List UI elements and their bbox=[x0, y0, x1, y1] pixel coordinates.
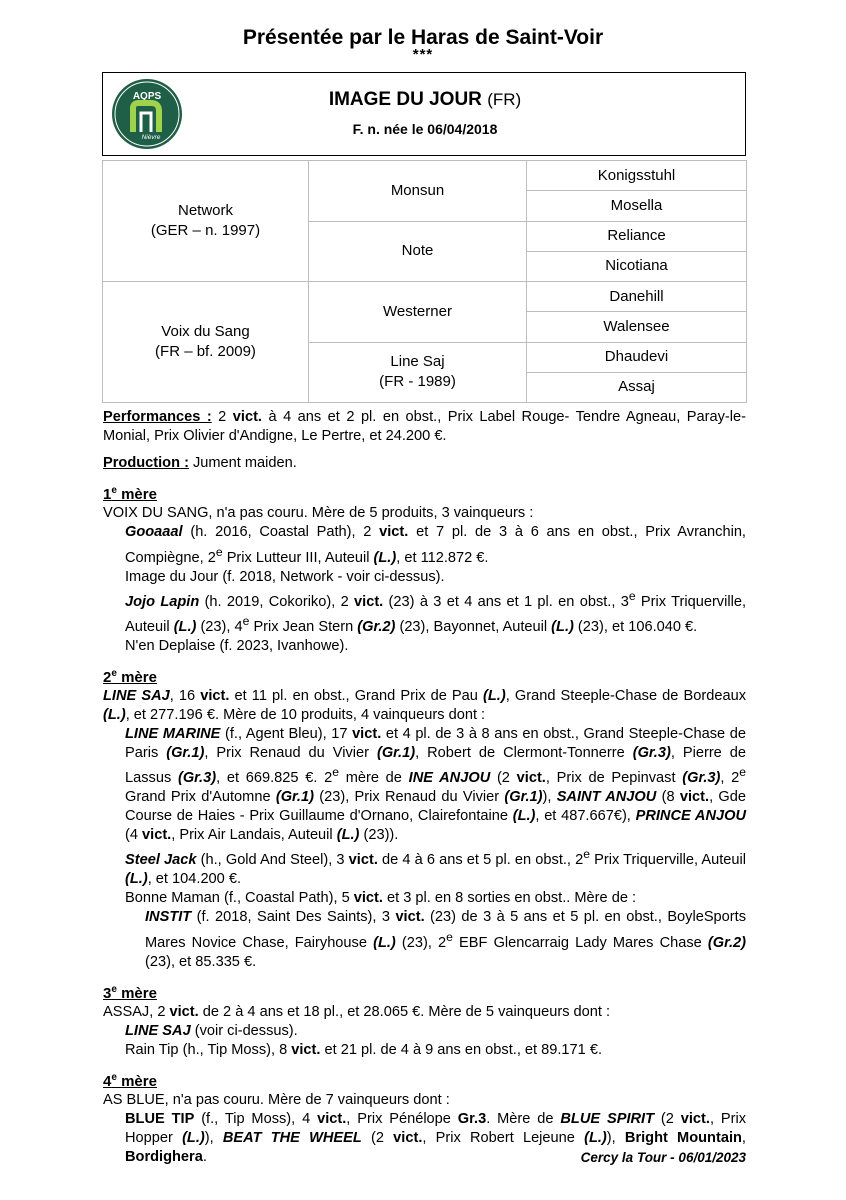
progeny-gooaaal: Gooaaal (h. 2016, Coastal Path), 2 vict. et 7 pl. de 3 à 6 ans en obst., Prix Avranchin, Compiègne, 2e Prix Lutteur III, Auteuil (L.), et 112.872 €. bbox=[125, 524, 746, 566]
pedigree-sire-sire: Monsun bbox=[309, 161, 527, 222]
progeny-jojo-lapin: Jojo Lapin (h. 2019, Cokoriko), 2 vict. (23) à 3 et 4 ans et 1 pl. en obst., 3e Prix Triquerville, Auteuil (L.) (23), 4e Prix Jean Stern (Gr.2) (23), Bayonnet, Auteuil (L.) (23), et 106.040 €. bbox=[125, 588, 747, 635]
performances-label: Performances : bbox=[103, 409, 212, 425]
horse-name-text: IMAGE DU JOUR bbox=[328, 89, 482, 110]
progeny-blue-tip: BLUE TIP (f., Tip Moss), 4 vict., Prix Pénélope Gr.3. Mère de BLUE SPIRIT (2 vict., Prix Hopper (L.)), BEAT THE WHEEL (2 vict., Prix Robert Lejeune (L.)), Bright Mountain, Bordighera. bbox=[125, 1111, 747, 1166]
race-record-text bbox=[103, 408, 746, 1167]
progeny-rain-tip: Rain Tip (h., Tip Moss), 8 vict. et 21 pl. de 4 à 9 ans en obst., et 89.171 €. bbox=[125, 1041, 603, 1058]
section-2-mere: 2e mère bbox=[103, 667, 157, 686]
footer-place-date: Cercy la Tour - 06/01/2023 bbox=[580, 1150, 746, 1165]
pedigree-gen3: Dhaudevi bbox=[527, 342, 747, 372]
production-paragraph: Production : Jument maiden. bbox=[103, 455, 297, 472]
progeny-bonne-maman: Bonne Maman (f., Coastal Path), 5 vict. et 3 pl. en 8 sorties en obst.. Mère de : bbox=[125, 890, 637, 907]
pedigree-gen3: Mosella bbox=[527, 191, 747, 221]
pedigree-dam: Voix du Sang (FR – bf. 2009) bbox=[103, 282, 309, 403]
section-4-mere: 4e mère bbox=[103, 1071, 157, 1090]
pedigree-gen3: Walensee bbox=[527, 312, 747, 342]
mere1-intro: VOIX DU SANG, n'a pas couru. Mère de 5 produits, 3 vainqueurs : bbox=[103, 505, 534, 522]
mere4-intro: AS BLUE, n'a pas couru. Mère de 7 vainqueurs dont : bbox=[103, 1092, 450, 1109]
section-1-mere: 1e mère bbox=[103, 485, 157, 504]
progeny-nen-deplaise: N'en Deplaise (f. 2023, Ivanhowe). bbox=[125, 637, 349, 654]
section-3-mere: 3e mère bbox=[103, 983, 157, 1002]
pedigree-gen3: Assaj bbox=[527, 372, 747, 402]
horse-subtitle: F. n. née le 06/04/2018 bbox=[352, 121, 498, 137]
page-title: Présentée par le Haras de Saint-Voir bbox=[242, 26, 604, 49]
pedigree-gen3: Konigsstuhl bbox=[527, 161, 747, 191]
horse-country: (FR) bbox=[487, 90, 522, 109]
pedigree-sire-dam: Note bbox=[309, 221, 527, 282]
progeny-line-saj: LINE SAJ (voir ci-dessus). bbox=[125, 1022, 298, 1039]
pedigree-gen3: Danehill bbox=[527, 282, 747, 312]
progeny-line-marine: LINE MARINE (f., Agent Bleu), 17 vict. et 4 pl. de 3 à 8 ans en obst., Grand Steeple-Chase de Paris (Gr.1), Prix Renaud du Vivier (Gr.1), Robert de Clermont-Tonnerre (Gr.3), Pierre de Lassus (Gr.3), et 669.825 €. 2e mère de INE ANJOU (2 vict., Prix de Pepinvast (Gr.3), 2e Grand Prix d'Automne (Gr.1) (23), Prix Renaud du Vivier (Gr.1)), SAINT ANJOU (8 vict., Gde Course de Haies - Prix Guillaume d'Ornano, Clairefontaine (L.), et 487.667€), PRINCE ANJOU (4 vict., Prix Air Landais, Auteuil (L.) (23)). bbox=[125, 725, 747, 844]
horse-name bbox=[103, 89, 747, 111]
logo-text-top: AQPS bbox=[132, 91, 162, 102]
horse-header-box bbox=[102, 72, 746, 156]
logo-text-bottom: Nièvre bbox=[141, 134, 161, 141]
mere2-line-saj: LINE SAJ, 16 vict. et 11 pl. en obst., Grand Prix de Pau (L.), Grand Steeple-Chase de Bordeaux (L.), et 277.196 €. Mère de 10 produits, 4 vainqueurs dont : bbox=[103, 687, 746, 723]
progeny-steel-jack: Steel Jack (h., Gold And Steel), 3 vict. de 4 à 6 ans et 5 pl. en obst., 2e Prix Triquerville, Auteuil (L.), et 104.200 €. bbox=[125, 847, 746, 888]
pedigree-table bbox=[102, 160, 747, 403]
pedigree-gen3: Reliance bbox=[527, 221, 747, 251]
mere3-assaj: ASSAJ, 2 vict. de 2 à 4 ans et 18 pl., et 28.065 €. Mère de 5 vainqueurs dont : bbox=[103, 1003, 611, 1020]
progeny-image-du-jour: Image du Jour (f. 2018, Network - voir ci-dessus). bbox=[125, 568, 445, 585]
title-stars: *** bbox=[412, 46, 434, 63]
pedigree-dam-sire: Westerner bbox=[309, 282, 527, 343]
pedigree-gen3: Nicotiana bbox=[527, 251, 747, 281]
production-label: Production : bbox=[103, 455, 189, 472]
pedigree-dam-dam: Line Saj (FR - 1989) bbox=[309, 342, 527, 403]
performances-paragraph: Performances : 2 vict. à 4 ans et 2 pl. en obst., Prix Label Rouge- Tendre Agneau, Paray-le-Monial, Prix Olivier d'Andigne, Le Pertre, et 24.200 €. bbox=[103, 409, 746, 445]
progeny-instit: INSTIT (f. 2018, Saint Des Saints), 3 vict. (23) de 3 à 5 ans et 5 pl. en obst., BoyleSports Mares Novice Chase, Fairyhouse (L.) (23), 2e EBF Glencarraig Lady Mares Chase (Gr.2) (23), et 85.335 €. bbox=[145, 909, 747, 970]
pedigree-sire: Network (GER – n. 1997) bbox=[103, 161, 309, 282]
